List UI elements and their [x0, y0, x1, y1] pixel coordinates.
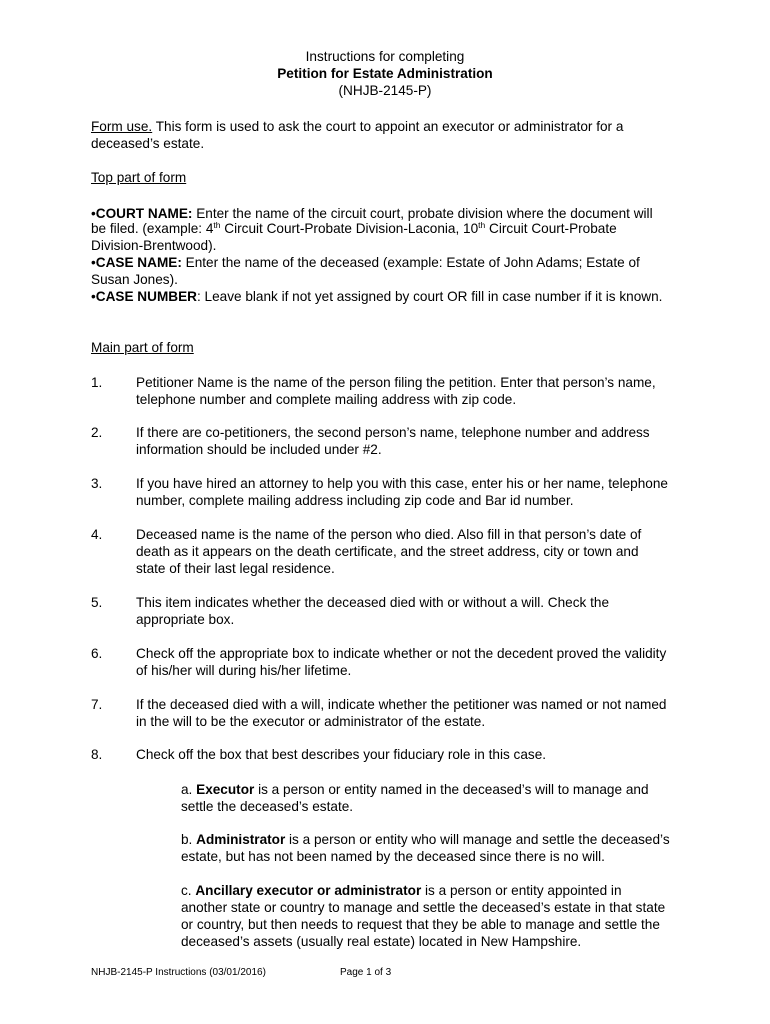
item-7-line-1: If the deceased died with a will, indicate whether the petitioner was named or not named — [136, 697, 667, 712]
form-code: (NHJB-2145-P) — [338, 83, 432, 98]
item-5-line-1: This item indicates whether the deceased died with or without a will. Check the — [136, 595, 610, 610]
item-4-line-2: death as it appears on the death certificate, and the street address, city or town and — [136, 544, 639, 559]
item-8-line-1: Check off the box that best describes your fiduciary role in this case. — [136, 747, 547, 762]
sub-c-line-1: c. Ancillary executor or administrator is a person or entity appointed in — [181, 883, 622, 898]
form-use-label: Form use. — [91, 119, 153, 134]
item-3-line-2: number, complete mailing address including zip code and Bar id number. — [136, 493, 574, 508]
bullet-icon: • — [91, 289, 96, 304]
court-name-line-2: be filed. (example: 4th Circuit Court-Probate Division-Laconia, 10th Circuit Court-Probate — [91, 220, 617, 236]
item-number: 7. — [91, 697, 103, 712]
item-number: 8. — [91, 747, 103, 762]
sub-b-line-1: b. Administrator is a person or entity who will manage and settle the deceased’s — [181, 832, 670, 847]
sub-b-line-2: estate, but has not been named by the deceased since there is no will. — [181, 849, 605, 864]
administrator-term: Administrator — [196, 832, 286, 847]
item-number: 5. — [91, 595, 103, 610]
case-number-line: •CASE NUMBER: Leave blank if not yet assigned by court OR fill in case number if it is known. — [91, 289, 663, 304]
section-heading-main: Main part of form — [91, 340, 194, 355]
bullet-icon: • — [91, 206, 96, 221]
sub-a-line-2: settle the deceased’s estate. — [181, 799, 354, 814]
header-line: Instructions for completing — [305, 49, 465, 64]
item-7-line-2: in the will to be the executor or administrator of the estate. — [136, 714, 486, 729]
item-2-line-1: If there are co-petitioners, the second person’s name, telephone number and address — [136, 425, 650, 440]
case-name-line-1: •CASE NAME: Enter the name of the deceased (example: Estate of John Adams; Estate of — [91, 255, 640, 270]
court-name-line-1: •COURT NAME: Enter the name of the circuit court, probate division where the document will — [91, 206, 653, 221]
case-number-label: CASE NUMBER — [95, 289, 197, 304]
item-4-line-3: state of their last legal residence. — [136, 561, 335, 576]
item-6-line-2: of his/her will during his/her lifetime. — [136, 663, 352, 678]
item-6-line-1: Check off the appropriate box to indicate whether or not the decedent proved the validity — [136, 646, 667, 661]
intro-line-1: Form use. This form is used to ask the court to appoint an executor or administrator for a — [91, 119, 624, 134]
document-title: Petition for Estate Administration — [277, 66, 493, 81]
sub-a-line-1: a. Executor is a person or entity named in the deceased’s will to manage and — [181, 782, 649, 797]
sub-c-line-2: another state or country to manage and settle the deceased’s estate in that state — [181, 900, 666, 915]
court-name-label: COURT NAME: — [95, 206, 193, 221]
sub-c-line-3: or country, but then needs to request that they be able to manage and settle the — [181, 917, 660, 932]
footer-page-number: Page 1 of 3 — [340, 967, 392, 978]
court-name-line-3: Division-Brentwood). — [91, 238, 217, 253]
intro-line-2: deceased’s estate. — [91, 136, 205, 151]
item-5-line-2: appropriate box. — [136, 612, 235, 627]
item-number: 1. — [91, 375, 103, 390]
case-name-label: CASE NAME: — [95, 255, 182, 270]
item-3-line-1: If you have hired an attorney to help you with this case, enter his or her name, telephone — [136, 476, 668, 491]
footer-form-code: NHJB-2145-P Instructions (03/01/2016) — [91, 967, 266, 978]
executor-term: Executor — [196, 782, 255, 797]
item-number: 2. — [91, 425, 103, 440]
case-name-line-2: Susan Jones). — [91, 272, 178, 287]
item-number: 4. — [91, 527, 103, 542]
bullet-icon: • — [91, 255, 96, 270]
item-1-line-1: Petitioner Name is the name of the person filing the petition. Enter that person’s name, — [136, 375, 656, 390]
item-4-line-1: Deceased name is the name of the person who died. Also fill in that person’s date of — [136, 527, 642, 542]
item-2-line-2: information should be included under #2. — [136, 442, 382, 457]
item-1-line-2: telephone number and complete mailing address with zip code. — [136, 392, 517, 407]
section-heading-top: Top part of form — [91, 170, 187, 185]
sub-c-line-4: deceased’s assets (usually real estate) located in New Hampshire. — [181, 934, 582, 949]
item-number: 3. — [91, 476, 103, 491]
ancillary-term: Ancillary executor or administrator — [195, 883, 422, 898]
item-number: 6. — [91, 646, 103, 661]
